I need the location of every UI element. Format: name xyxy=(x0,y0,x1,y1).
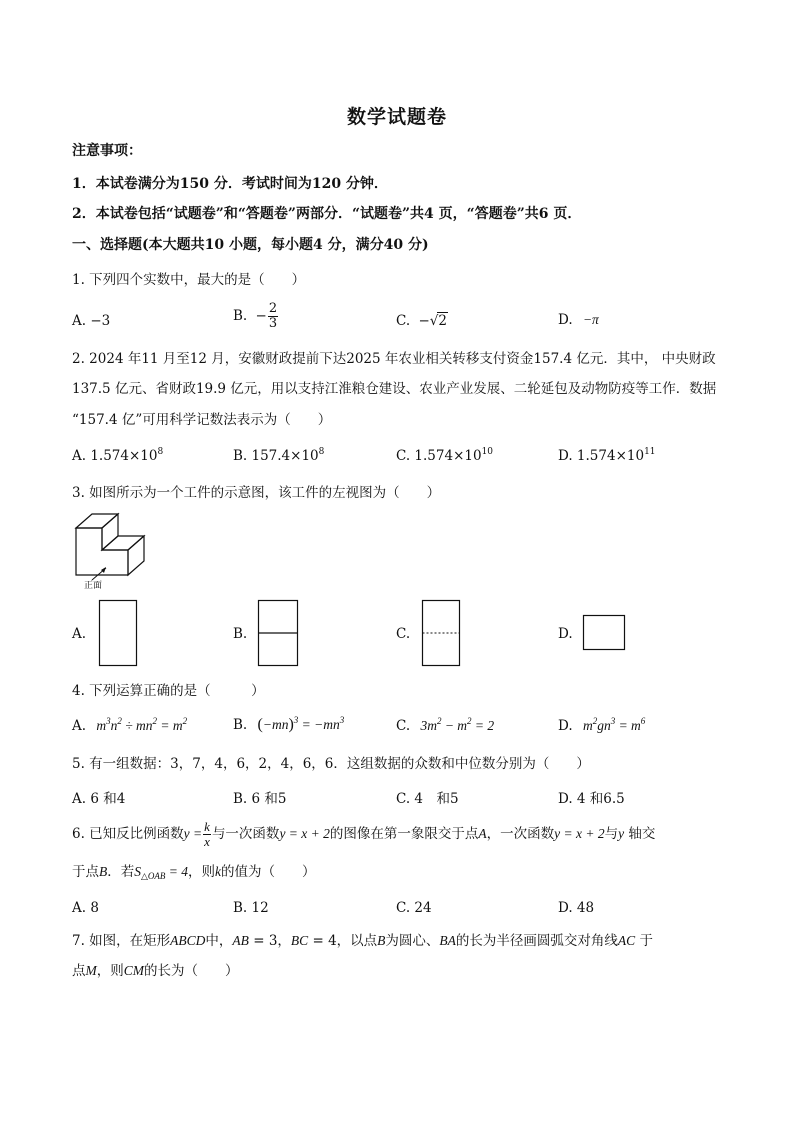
q6-linear-1: y = x + 2 xyxy=(279,826,330,841)
q6-text-g: 于点 xyxy=(72,864,99,880)
q1-d-prefix: D. xyxy=(558,312,573,328)
q6-text-h: ．若 xyxy=(107,864,135,880)
q2-option-d xyxy=(558,448,656,464)
q4-option-b xyxy=(233,716,344,734)
q1-c-minus: − xyxy=(418,313,430,329)
q7-point-b: B xyxy=(377,933,386,948)
q7-ba: BA xyxy=(439,933,456,948)
q6-option-b: B. 12 xyxy=(233,900,269,916)
question-3-stem: 3. 如图所示为一个工件的示意图，该工件的左视图为（ ） xyxy=(72,485,441,501)
q6-text-c: 的图像在第一象限交于点 xyxy=(329,826,479,842)
q7-text-g: ，则 xyxy=(96,963,124,979)
q4-b-prefix: B. xyxy=(233,717,248,733)
q1-b-prefix: B. xyxy=(233,308,248,324)
q3-option-c-figure xyxy=(422,600,462,668)
q1-option-a: A. −3 xyxy=(72,313,111,329)
q6-text-e: 与 xyxy=(604,826,619,842)
q6-frac-den: x xyxy=(204,834,210,849)
q1-b-numerator: 2 xyxy=(268,301,278,316)
q2-c-exp: 10 xyxy=(481,447,494,457)
question-2-line-1: 2. 2024 年11 月至12 月，安徽财政提前下达2025 年农业相关转移支付资金157.4 亿元．其中， 中央财政 xyxy=(72,351,716,367)
q2-a-exp: 8 xyxy=(157,447,164,457)
q7-text-a: 7. 如图，在矩形 xyxy=(72,933,171,949)
q7-text-e: 于 xyxy=(635,933,653,949)
question-7-line-1 xyxy=(72,931,653,951)
q4-c-expression: $3m^2 - m^2 = 2$ xyxy=(420,716,495,733)
q7-bc: BC xyxy=(290,933,309,948)
q3-option-a-figure xyxy=(99,600,139,668)
q2-option-c xyxy=(396,448,493,464)
q6-option-a: A. 8 xyxy=(72,900,99,916)
q1-option-b xyxy=(233,302,279,331)
q2-b-exp: 8 xyxy=(318,447,325,457)
q5-option-b: B. 6 和5 xyxy=(233,791,287,807)
section-heading: 一、选择题(本大题共10 小题，每小题4 分，满分40 分) xyxy=(72,237,429,253)
q4-option-c xyxy=(396,718,494,734)
q1-option-c xyxy=(396,312,448,329)
question-5-stem: 5. 有一组数据：3，7，4，6，2，4，6，6．这组数据的众数和中位数分别为（ ） xyxy=(72,756,590,772)
q6-option-c: C. 24 xyxy=(396,900,432,916)
q7-rect: ABCD xyxy=(170,933,206,948)
q7-text-c: 为圆心、 xyxy=(385,933,440,949)
q2-option-b xyxy=(233,448,324,464)
question-4-stem: 4. 下列运算正确的是（ ） xyxy=(72,683,265,699)
q6-text-j: 的值为（ ） xyxy=(221,864,316,880)
q1-c-radicand: 2 xyxy=(438,313,447,329)
q1-b-fraction xyxy=(268,302,278,331)
q6-var-k: k xyxy=(215,864,222,879)
q7-text-f: 点 xyxy=(72,963,86,979)
notice-heading: 注意事项： xyxy=(72,143,142,159)
q3-option-a-label: A. xyxy=(72,626,87,642)
q4-c-prefix: C. xyxy=(396,718,411,734)
q3-option-d-figure xyxy=(583,615,627,652)
q6-frac-num: k xyxy=(204,819,210,834)
q1-option-d xyxy=(558,312,599,328)
question-2-line-2: 137.5 亿元、省财政19.9 亿元，用以支持江淮粮仓建设、农业产业发展、二轮延包及动物防疫等工作．数据 xyxy=(72,381,717,397)
q4-a-expression: $m^3n^2 \div mn^2 = m^2$ xyxy=(96,716,188,733)
q5-option-c: C. 4 和5 xyxy=(396,791,459,807)
q7-cm: CM xyxy=(123,963,144,978)
q2-d-text: D. 1.574×10 xyxy=(558,448,645,464)
q2-d-exp: 11 xyxy=(644,447,656,457)
q7-ac: AC xyxy=(617,933,636,948)
q6-linear-2: y = x + 2 xyxy=(554,826,605,841)
q6-text-f: 轴交 xyxy=(624,826,656,842)
q4-option-d xyxy=(558,718,645,734)
q6-fraction xyxy=(203,820,211,849)
page-title: 数学试题卷 xyxy=(346,106,447,128)
q3-option-b-label: B. xyxy=(233,626,248,642)
q6-area: $S_{\triangle OAB} = 4$ xyxy=(134,864,189,881)
q4-a-prefix: A. xyxy=(72,718,87,734)
question-6-line-1 xyxy=(72,820,655,849)
q6-text-b: 与一次函数 xyxy=(211,826,280,842)
q6-axis: y xyxy=(618,826,625,841)
notice-item-1: 1．本试卷满分为150 分．考试时间为120 分钟． xyxy=(72,176,388,192)
q4-option-a xyxy=(72,718,187,734)
q5-option-d: D. 4 和6.5 xyxy=(558,791,625,807)
q3-option-b-figure xyxy=(258,600,300,668)
q2-b-text: B. 157.4×10 xyxy=(233,448,319,464)
notice-item-2: 2．本试卷包括“试题卷”和“答题卷”两部分．“试题卷”共4 页，“答题卷”共6 页． xyxy=(72,206,582,222)
question-6-line-2 xyxy=(72,862,316,882)
q6-point-b: B xyxy=(99,864,108,879)
workpiece-figure xyxy=(70,510,160,590)
q1-b-denominator: 3 xyxy=(268,316,278,331)
sqrt-icon: √ xyxy=(429,313,439,329)
q6-y-eq: y = xyxy=(183,826,203,841)
q6-text-a: 6. 已知反比例函数 xyxy=(72,826,184,842)
q4-b-expression: $(-mn)^3 = -mn^3$ xyxy=(257,715,345,733)
q4-d-expression: $m^2gn^3 = m^6$ xyxy=(582,716,646,733)
q6-text-i: ，则 xyxy=(188,864,216,880)
q7-point-m: M xyxy=(85,963,97,978)
q5-option-a: A. 6 和4 xyxy=(72,791,126,807)
q6-text-d: ，一次函数 xyxy=(486,826,555,842)
q3-option-d-label: D. xyxy=(558,626,573,642)
q1-d-value: −π xyxy=(582,312,599,327)
q7-text-d: 的长为半径画圆弧交对角线 xyxy=(455,933,618,949)
q1-c-prefix: C. xyxy=(396,313,411,329)
q2-a-text: A. 1.574×10 xyxy=(72,448,158,464)
q7-text-h: 的长为（ ） xyxy=(144,963,239,979)
question-1-stem: 1. 下列四个实数中，最大的是（ ） xyxy=(72,272,306,288)
q2-c-text: C. 1.574×10 xyxy=(396,448,482,464)
q6-option-d: D. 48 xyxy=(558,900,595,916)
question-2-line-3: “157.4 亿”可用科学记数法表示为（ ） xyxy=(72,412,332,428)
q7-bc-val: = 4，以点 xyxy=(308,933,378,949)
q2-option-a xyxy=(72,448,163,464)
front-label: 正面 xyxy=(84,581,103,591)
q3-option-c-label: C. xyxy=(396,626,411,642)
q4-d-prefix: D. xyxy=(558,718,573,734)
q6-point-a: A xyxy=(478,826,487,841)
q7-ab: AB xyxy=(232,933,249,948)
question-7-line-2 xyxy=(72,961,239,981)
q7-text-b: 中， xyxy=(205,933,233,949)
q7-ab-val: = 3， xyxy=(248,933,291,949)
q1-b-minus: − xyxy=(255,308,267,324)
